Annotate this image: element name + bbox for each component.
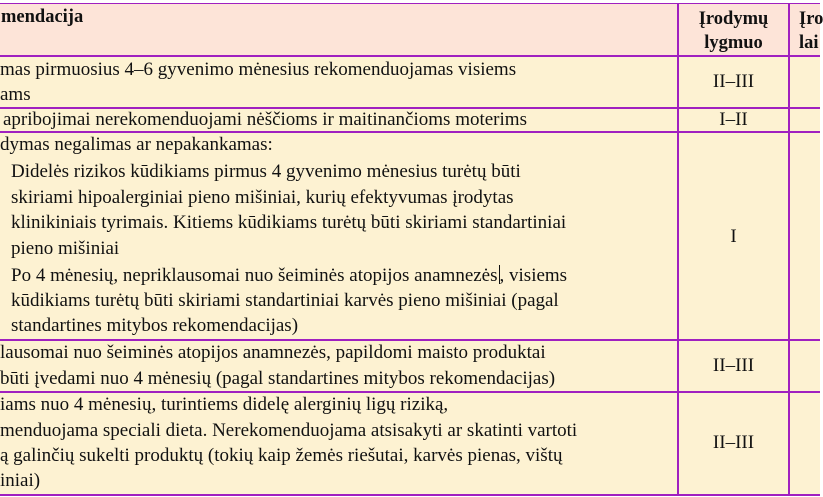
row-5-evidence-level: II–III	[712, 432, 755, 453]
row-4-text-line: lausomai nuo šeiminės atopijos anamnezės, papildomi maisto produktai	[0, 342, 546, 363]
row-3-text-line-with-cursor	[11, 263, 567, 288]
table-border	[0, 494, 820, 496]
row-2-evidence-level: I–II	[719, 109, 748, 130]
row-3-evidence-level: I	[730, 226, 737, 247]
row-1-grade-cell	[790, 57, 820, 107]
row-3-text-line: standartines mitybos rekomendacijas)	[11, 315, 299, 336]
row-2-grade-cell	[790, 109, 820, 131]
header-evidence-level-line1: Įrodymų	[698, 9, 769, 29]
row-4-evidence-level: II–III	[712, 355, 755, 376]
row-5-grade-cell	[790, 393, 820, 494]
row-5-text-line: iams nuo 4 mėnesių, turintiems didelę alerginių ligų riziką,	[0, 394, 449, 415]
row-5-text-line: menduojama speciali dieta. Nerekomenduojama atsisakyti ar skatinti vartoti	[0, 420, 578, 441]
row-3-text-fragment: , visiems	[499, 265, 568, 286]
row-1-evidence-level: II–III	[712, 71, 755, 92]
row-3-text-line: skiriami hipoalerginiai pieno mišiniai, kurių efektyvumas įrodytas	[11, 187, 514, 208]
header-grade-line2: lai	[799, 33, 819, 53]
header-recommendation-label: mendacija	[1, 7, 84, 27]
table-border	[0, 3, 820, 4]
header-grade-line1: Įro	[799, 9, 823, 29]
header-evidence-level-line2: lygmuo	[704, 33, 763, 53]
header-cell-recommendation	[0, 4, 677, 55]
row-3-text-line: dymas negalimas ar nepakankamas:	[0, 134, 273, 155]
row-4-text-line: būti įvedami nuo 4 mėnesių (pagal standartines mitybos rekomendacijas)	[0, 368, 556, 389]
row-3-grade-cell	[790, 133, 820, 339]
row-3-text-line: klinikiniais tyrimais. Kitiems kūdikiams turėtų būti skiriami standartiniai	[11, 212, 567, 233]
row-3-text-line: pieno mišiniai	[11, 238, 120, 259]
row-1-text-line: mas pirmuosius 4–6 gyvenimo mėnesius rekomenduojamas visiems	[0, 59, 517, 80]
row-4-grade-cell	[790, 341, 820, 391]
row-3-text-fragment: Po 4 mėnesių, nepriklausomai nuo šeiminės atopijos anamnezės	[11, 265, 498, 286]
row-3-text-line: kūdikiams turėtų būti skiriami standartiniai karvės pieno mišiniai (pagal	[11, 290, 559, 311]
row-5-text-line: ą galinčių sukelti produktų (tokių kaip žemės riešutai, karvės pienas, vištų	[0, 445, 563, 466]
row-2-text-line: apribojimai nerekomenduojami nėščioms ir maitinančioms moterims	[3, 109, 527, 130]
row-3-text-line: Didelės rizikos kūdikiams pirmus 4 gyvenimo mėnesius turėtų būti	[11, 161, 521, 182]
row-5-text-line: iniai)	[0, 470, 41, 491]
column-divider	[788, 3, 790, 496]
row-1-text-line: ams	[0, 84, 31, 105]
